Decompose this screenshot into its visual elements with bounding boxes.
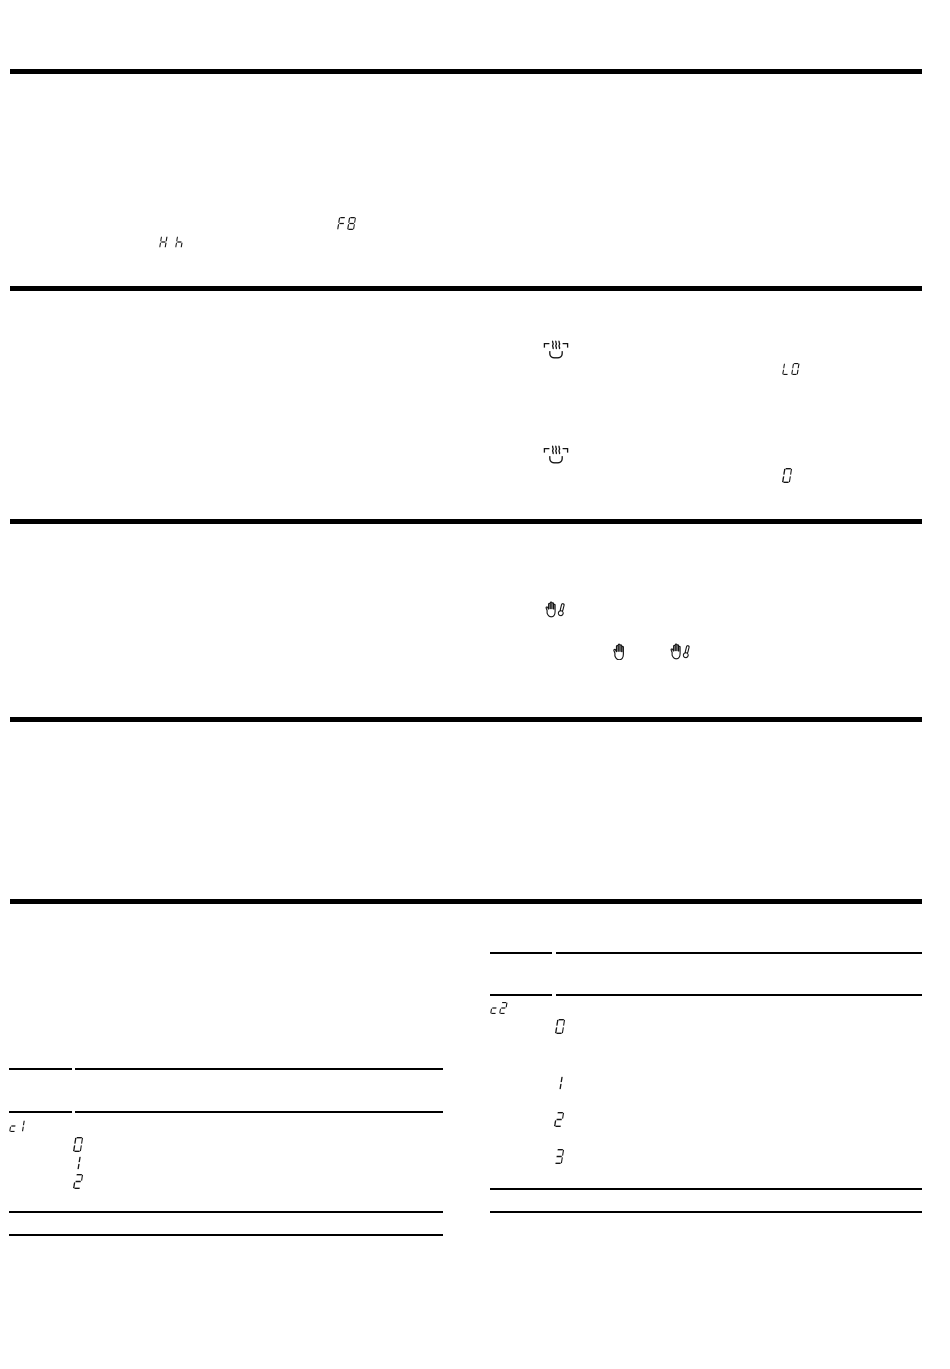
right-table-rule-col2 — [556, 994, 922, 996]
right-table-code-c2 — [490, 1002, 508, 1014]
display-code-f8 — [337, 217, 356, 230]
right-bracket — [563, 449, 568, 453]
left-table-rule-col2 — [75, 1111, 443, 1113]
section-divider-1 — [10, 69, 922, 74]
right-table-header-rule-col2 — [556, 952, 922, 954]
section-divider-3 — [10, 519, 922, 524]
right-table-rule-col1 — [490, 994, 552, 996]
display-power-zero — [782, 468, 793, 483]
hand-thermometer-icon — [544, 599, 568, 620]
left-table-bottom-rule-2 — [9, 1234, 443, 1236]
hand-shape — [546, 602, 555, 617]
right-table-bottom-rule-1 — [490, 1188, 922, 1190]
left-bracket — [544, 344, 549, 348]
right-table-option-0 — [555, 1019, 566, 1034]
thermometer-shape — [683, 645, 691, 658]
section-divider-5 — [10, 899, 922, 904]
left-table-option-2 — [73, 1174, 84, 1189]
right-table-option-1 — [555, 1076, 565, 1090]
hand-thermometer-icon — [669, 641, 693, 662]
left-table-bottom-rule-1 — [9, 1211, 443, 1213]
right-bracket — [563, 344, 568, 348]
left-table-header-rule-col2 — [75, 1068, 443, 1070]
right-table-option-3 — [554, 1149, 565, 1164]
left-table-header-rule-col1 — [9, 1068, 72, 1070]
display-keep-warm-lo — [782, 363, 800, 375]
bowl — [550, 456, 562, 463]
hand-shape — [614, 644, 623, 660]
right-table-option-2 — [554, 1112, 565, 1127]
hand-icon — [611, 642, 626, 660]
steam-line — [556, 446, 557, 454]
thermometer-shape — [558, 603, 566, 616]
steam-line — [553, 446, 554, 454]
keep-warm-icon — [543, 444, 569, 466]
left-table-rule-col1 — [9, 1111, 72, 1113]
hand-shape — [671, 644, 680, 659]
bowl — [550, 351, 562, 358]
keep-warm-icon — [543, 339, 569, 361]
display-code-hh — [159, 236, 184, 248]
section-divider-2 — [10, 286, 922, 291]
left-table-code-c1 — [9, 1120, 27, 1132]
left-table-option-1 — [73, 1156, 83, 1170]
steam-line — [559, 341, 560, 349]
section-divider-4 — [10, 717, 922, 722]
steam-line — [553, 341, 554, 349]
steam-line — [556, 341, 557, 349]
right-table-header-rule-col1 — [490, 952, 552, 954]
left-table-option-0 — [73, 1137, 84, 1152]
left-bracket — [544, 449, 549, 453]
steam-line — [559, 446, 560, 454]
right-table-bottom-rule-2 — [490, 1211, 922, 1213]
